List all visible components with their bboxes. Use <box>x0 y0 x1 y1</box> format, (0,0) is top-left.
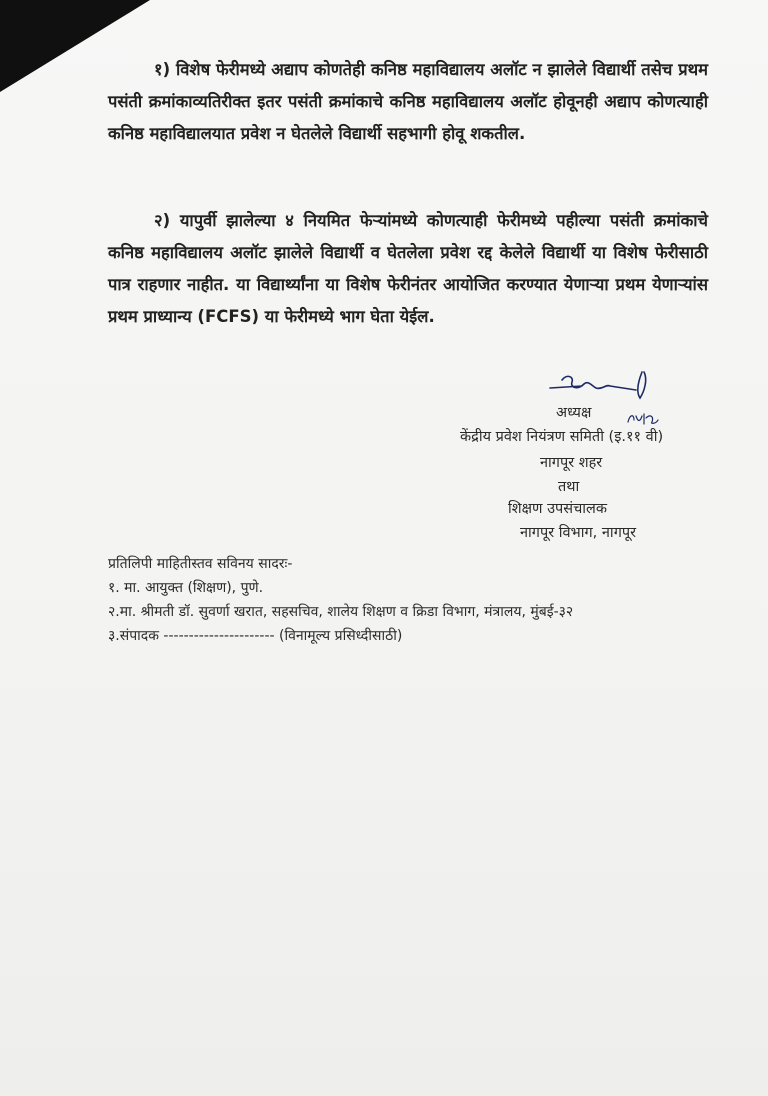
copies-section <box>108 552 708 648</box>
handwritten-note <box>626 410 660 426</box>
signatory-committee: केंद्रीय प्रवेश नियंत्रण समिती (इ.११ वी) <box>460 429 664 445</box>
handwritten-signature <box>544 368 664 402</box>
signatory-division: नागपूर विभाग, नागपूर <box>520 525 637 541</box>
copy-item: ३.संपादक ---------------------- (विनामूल्य प्रसिध्दीसाठी) <box>108 628 403 644</box>
signature-block <box>440 368 740 548</box>
copy-item: १. मा. आयुक्त (शिक्षण), पुणे. <box>108 580 264 596</box>
paragraph-2-text: २) यापुर्वी झालेल्या ४ नियमित फेऱ्यांमध्ये कोणत्याही फेरीमध्ये पहील्या पसंती क्रमांकाचे कनिष्ठ महाविद्यालय अलॉट झालेले विद्यार्थी व घेतलेला प्रवेश रद्द केलेले विद्यार्थी या विशेष फेरीसाठी पात्र राहणार नाहीत. या विद्यार्थ्यांना या विशेष फेरीनंतर आयोजित करण्यात येणाऱ्या प्रथम येणाऱ्यांस प्रथम प्राध्यान्य (FCFS) या फेरीमध्ये भाग घेता येईल. <box>108 211 708 326</box>
copy-item: २.मा. श्रीमती डॉ. सुवर्णा खरात, सहसचिव, शालेय शिक्षण व क्रिडा विभाग, मंत्रालय, मुंबई-३२ <box>108 604 574 620</box>
copies-heading: प्रतिलिपी माहितीस्तव सविनय सादरः- <box>108 556 293 572</box>
signatory-office: शिक्षण उपसंचालक <box>508 501 608 517</box>
signatory-title: अध्यक्ष <box>556 405 592 421</box>
paragraph-1 <box>108 54 708 150</box>
signatory-city: नागपूर शहर <box>540 455 603 471</box>
signatory-and: तथा <box>558 479 580 495</box>
paragraph-2 <box>108 205 708 333</box>
paragraph-1-text: १) विशेष फेरीमध्ये अद्याप कोणतेही कनिष्ठ महाविद्यालय अलॉट न झालेले विद्यार्थी तसेच प्रथम पसंती क्रमांकाव्यतिरीक्त इतर पसंती क्रमांकाचे कनिष्ठ महाविद्यालय अलॉट होवूनही अद्याप कोणत्याही कनिष्ठ महाविद्यालयात प्रवेश न घेतलेले विद्यार्थी सहभागी होवू शकतील. <box>108 60 708 143</box>
